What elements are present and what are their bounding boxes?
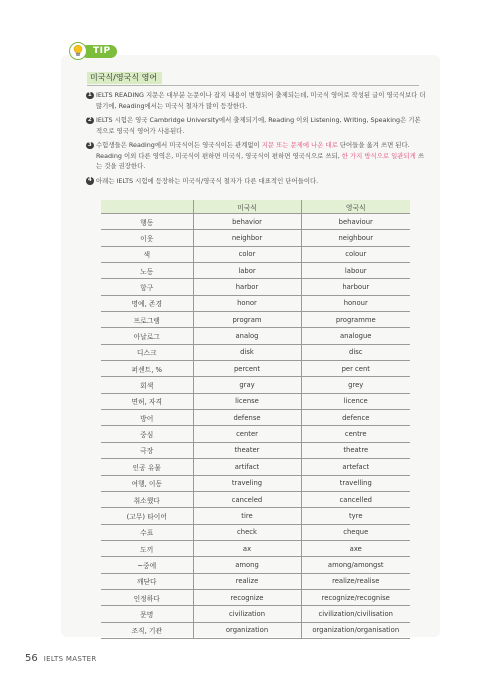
table-row: [101, 426, 410, 442]
british-cell: harbour: [301, 279, 410, 295]
american-cell: artifact: [193, 459, 301, 475]
table-row: [101, 295, 410, 311]
list-item: [86, 176, 426, 187]
column-header: [101, 200, 193, 214]
american-cell: disk: [193, 344, 301, 360]
american-cell: among: [193, 557, 301, 573]
lightbulb-icon: [69, 42, 87, 60]
american-cell: behavior: [193, 214, 301, 230]
item-text: 단어들을 옮겨 쓰면 된다. Reading 이외 다른 영역은, 미국식이 편하면 미국식, 영국식이 편하면 영국식으로 쓰되,: [96, 141, 410, 160]
meaning-cell: ~중에: [101, 557, 193, 573]
american-cell: program: [193, 312, 301, 328]
american-cell: honor: [193, 295, 301, 311]
table-body: [101, 214, 410, 639]
meaning-cell: 색: [101, 246, 193, 262]
american-cell: license: [193, 393, 301, 409]
table-row: [101, 589, 410, 605]
american-cell: gray: [193, 377, 301, 393]
british-cell: tyre: [301, 508, 410, 524]
tip-label: TIP: [81, 45, 117, 58]
table-row: [101, 557, 410, 573]
table-row: [101, 459, 410, 475]
meaning-cell: 조직, 기관: [101, 622, 193, 638]
british-cell: axe: [301, 540, 410, 556]
meaning-cell: 회색: [101, 377, 193, 393]
british-cell: centre: [301, 426, 410, 442]
table-row: [101, 361, 410, 377]
table-row: [101, 214, 410, 230]
american-cell: theater: [193, 442, 301, 458]
table-row: [101, 328, 410, 344]
meaning-cell: 퍼센트, %: [101, 361, 193, 377]
table-row: [101, 410, 410, 426]
page-number: 56: [25, 653, 38, 664]
british-cell: artefact: [301, 459, 410, 475]
list-item: [86, 90, 426, 111]
meaning-cell: 인공 유물: [101, 459, 193, 475]
book-title: IELTS MASTER: [43, 654, 97, 663]
american-cell: neighbor: [193, 230, 301, 246]
meaning-cell: 노동: [101, 263, 193, 279]
british-cell: programme: [301, 312, 410, 328]
table-row: [101, 524, 410, 540]
table-row: [101, 246, 410, 262]
meaning-cell: 극장: [101, 442, 193, 458]
british-cell: recognize/recognise: [301, 589, 410, 605]
column-header: 미국식: [193, 200, 301, 214]
item-number: 2: [87, 116, 92, 123]
american-cell: ax: [193, 540, 301, 556]
table-row: [101, 442, 410, 458]
british-cell: colour: [301, 246, 410, 262]
item-text: IELTS 시험은 영국 Cambridge University에서 출제되기에, Reading 이외 Listening, Writing, Speaking은 기본적으로 영국식 영어가 사용된다.: [96, 116, 421, 135]
item-number: 1: [87, 91, 92, 98]
british-cell: defence: [301, 410, 410, 426]
british-cell: analogue: [301, 328, 410, 344]
british-cell: cheque: [301, 524, 410, 540]
american-cell: canceled: [193, 491, 301, 507]
item-text: 쓰는 것을 권장한다.: [96, 151, 424, 170]
meaning-cell: 행동: [101, 214, 193, 230]
british-cell: realize/realise: [301, 573, 410, 589]
american-cell: check: [193, 524, 301, 540]
highlight-text: 지문 또는 문제에 나온 대로: [261, 141, 338, 149]
british-cell: behaviour: [301, 214, 410, 230]
table-row: [101, 491, 410, 507]
table-row: [101, 606, 410, 622]
american-cell: recognize: [193, 589, 301, 605]
spelling-table: [101, 200, 410, 639]
notes-list: [86, 90, 426, 190]
table-row: [101, 622, 410, 638]
british-cell: licence: [301, 393, 410, 409]
meaning-cell: 취소했다: [101, 491, 193, 507]
meaning-cell: 깨닫다: [101, 573, 193, 589]
meaning-cell: (고무) 타이어: [101, 508, 193, 524]
american-cell: labor: [193, 263, 301, 279]
meaning-cell: 디스크: [101, 344, 193, 360]
meaning-cell: 명예, 존경: [101, 295, 193, 311]
table-row: [101, 344, 410, 360]
american-cell: center: [193, 426, 301, 442]
british-cell: grey: [301, 377, 410, 393]
meaning-cell: 이웃: [101, 230, 193, 246]
american-cell: color: [193, 246, 301, 262]
column-header: 영국식: [301, 200, 410, 214]
table-row: [101, 540, 410, 556]
british-cell: honour: [301, 295, 410, 311]
table-row: [101, 393, 410, 409]
table-row: [101, 230, 410, 246]
table-header-row: [101, 200, 410, 214]
list-item: [86, 115, 426, 136]
meaning-cell: 면허, 자격: [101, 393, 193, 409]
american-cell: defense: [193, 410, 301, 426]
british-cell: travelling: [301, 475, 410, 491]
meaning-cell: 인정하다: [101, 589, 193, 605]
item-text: 수험생들은 Reading에서 미국식이든 영국식이든 관계없이: [96, 141, 262, 149]
american-cell: percent: [193, 361, 301, 377]
american-cell: realize: [193, 573, 301, 589]
table-row: [101, 377, 410, 393]
meaning-cell: 아날로그: [101, 328, 193, 344]
british-cell: theatre: [301, 442, 410, 458]
british-cell: labour: [301, 263, 410, 279]
item-text: IELTS READING 지문은 대부분 논문이나 잡지 내용이 변형되어 출제되는데, 미국식 영어로 작성된 글이 영국식보다 더 많기에, Reading에서는 미국식 철자가 많이 등장한다.: [96, 91, 426, 110]
item-text: 아래는 IELTS 시험에 등장하는 미국식/영국식 철자가 다른 대표적인 단어들이다.: [96, 176, 319, 185]
table-row: [101, 279, 410, 295]
table-row: [101, 475, 410, 491]
section-heading: 미국식/영국식 영어: [87, 72, 162, 84]
tip-badge: [69, 42, 121, 60]
item-number: 3: [87, 141, 92, 148]
british-cell: civilization/civilisation: [301, 606, 410, 622]
american-cell: tire: [193, 508, 301, 524]
meaning-cell: 문명: [101, 606, 193, 622]
table-row: [101, 508, 410, 524]
british-cell: neighbour: [301, 230, 410, 246]
highlight-text: 한 가지 방식으로 일관되게: [341, 151, 416, 160]
american-cell: organization: [193, 622, 301, 638]
meaning-cell: 항구: [101, 279, 193, 295]
american-cell: traveling: [193, 475, 301, 491]
meaning-cell: 도끼: [101, 540, 193, 556]
british-cell: cancelled: [301, 491, 410, 507]
american-cell: harbor: [193, 279, 301, 295]
american-cell: analog: [193, 328, 301, 344]
meaning-cell: 프로그램: [101, 312, 193, 328]
american-cell: civilization: [193, 606, 301, 622]
british-cell: among/amongst: [301, 557, 410, 573]
meaning-cell: 수표: [101, 524, 193, 540]
page-footer: [25, 653, 97, 664]
section-divider: [87, 85, 419, 86]
british-cell: disc: [301, 344, 410, 360]
meaning-cell: 방어: [101, 410, 193, 426]
british-cell: per cent: [301, 361, 410, 377]
meaning-cell: 중심: [101, 426, 193, 442]
item-number: 4: [87, 177, 92, 183]
british-cell: organization/organisation: [301, 622, 410, 638]
meaning-cell: 여행, 이동: [101, 475, 193, 491]
table-row: [101, 573, 410, 589]
table-row: [101, 263, 410, 279]
table-row: [101, 312, 410, 328]
list-item: [86, 140, 426, 172]
